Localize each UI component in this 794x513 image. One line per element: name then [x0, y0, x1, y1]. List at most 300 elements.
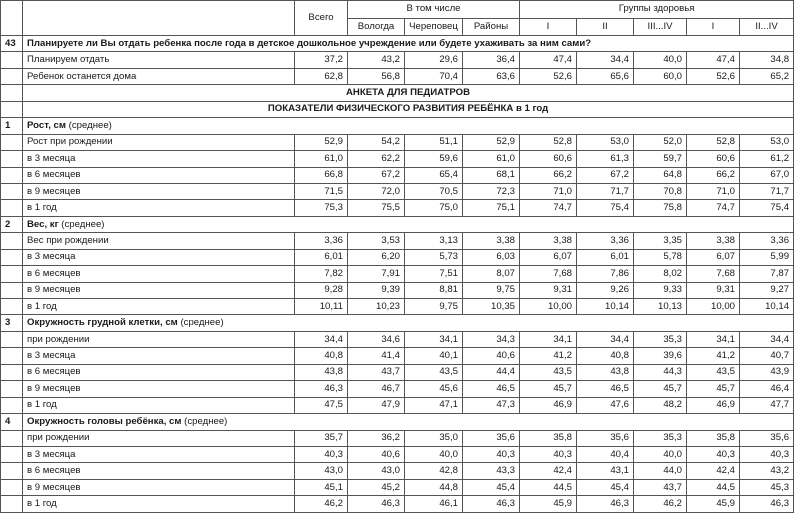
- value-cell: 34,4: [295, 331, 348, 347]
- value-cell: 47,3: [463, 397, 520, 413]
- value-cell: 75,8: [634, 200, 687, 216]
- value-cell: 40,3: [463, 446, 520, 462]
- value-cell: 52,8: [520, 134, 577, 150]
- header-cherepovets: Череповец: [405, 18, 463, 36]
- value-cell: 74,7: [687, 200, 740, 216]
- value-cell: 43,2: [348, 52, 405, 68]
- value-cell: 10,14: [577, 299, 634, 315]
- value-cell: 3,36: [295, 233, 348, 249]
- value-cell: 43,0: [295, 463, 348, 479]
- value-cell: 40,8: [295, 348, 348, 364]
- row-number-cell: [1, 52, 23, 68]
- value-cell: 29,6: [405, 52, 463, 68]
- value-cell: 9,31: [520, 282, 577, 298]
- value-cell: 3,36: [740, 233, 794, 249]
- value-cell: 59,7: [634, 151, 687, 167]
- value-cell: 7,87: [740, 266, 794, 282]
- row-number-cell: [1, 134, 23, 150]
- value-cell: 42,4: [687, 463, 740, 479]
- value-cell: 8,81: [405, 282, 463, 298]
- value-cell: 52,6: [520, 68, 577, 84]
- row-number-cell: [1, 151, 23, 167]
- value-cell: 62,8: [295, 68, 348, 84]
- value-cell: 52,8: [687, 134, 740, 150]
- section-title-cell: [23, 216, 794, 232]
- value-cell: 71,7: [740, 183, 794, 199]
- value-cell: 66,8: [295, 167, 348, 183]
- value-cell: 40,3: [295, 446, 348, 462]
- value-cell: 10,00: [520, 299, 577, 315]
- value-cell: 56,8: [348, 68, 405, 84]
- value-cell: 42,8: [405, 463, 463, 479]
- value-cell: 40,8: [577, 348, 634, 364]
- value-cell: 5,78: [634, 249, 687, 265]
- value-cell: 46,1: [405, 496, 463, 512]
- value-cell: 35,3: [634, 331, 687, 347]
- value-cell: 46,9: [687, 397, 740, 413]
- value-cell: 7,82: [295, 266, 348, 282]
- value-cell: 9,31: [687, 282, 740, 298]
- value-cell: 6,03: [463, 249, 520, 265]
- row-label: Вес при рождении: [23, 233, 295, 249]
- value-cell: 41,2: [520, 348, 577, 364]
- value-cell: 61,0: [295, 151, 348, 167]
- table-row: [1, 446, 794, 462]
- row-label: в 3 месяца: [23, 348, 295, 364]
- value-cell: 40,6: [463, 348, 520, 364]
- header-including: В том числе: [348, 1, 520, 19]
- value-cell: 40,4: [577, 446, 634, 462]
- value-cell: 60,0: [634, 68, 687, 84]
- table-row: [1, 266, 794, 282]
- header-health-groups: Группы здоровья: [520, 1, 794, 19]
- table-row: [1, 364, 794, 380]
- value-cell: 65,2: [740, 68, 794, 84]
- row-number-cell: [1, 381, 23, 397]
- value-cell: 47,1: [405, 397, 463, 413]
- table-row: [1, 68, 794, 84]
- value-cell: 59,6: [405, 151, 463, 167]
- value-cell: 72,0: [348, 183, 405, 199]
- value-cell: 34,1: [520, 331, 577, 347]
- value-cell: 44,8: [405, 479, 463, 495]
- value-cell: 7,51: [405, 266, 463, 282]
- table-row: [1, 397, 794, 413]
- value-cell: 52,9: [463, 134, 520, 150]
- value-cell: 40,3: [740, 446, 794, 462]
- section-title-cell: [23, 118, 794, 134]
- value-cell: 10,35: [463, 299, 520, 315]
- value-cell: 6,07: [520, 249, 577, 265]
- physical-development-banner: [1, 101, 794, 117]
- value-cell: 34,1: [405, 331, 463, 347]
- value-cell: 3,38: [520, 233, 577, 249]
- value-cell: 60,6: [520, 151, 577, 167]
- section-title-cell: [23, 315, 794, 331]
- section-title: Рост, см: [27, 119, 66, 131]
- value-cell: 43,1: [577, 463, 634, 479]
- value-cell: 43,5: [520, 364, 577, 380]
- value-cell: 47,4: [520, 52, 577, 68]
- value-cell: 46,9: [520, 397, 577, 413]
- value-cell: 72,3: [463, 183, 520, 199]
- value-cell: 47,7: [740, 397, 794, 413]
- table-row: [1, 381, 794, 397]
- row-number-cell: [1, 348, 23, 364]
- value-cell: 46,5: [577, 381, 634, 397]
- value-cell: 44,5: [687, 479, 740, 495]
- value-cell: 75,4: [740, 200, 794, 216]
- value-cell: 40,0: [405, 446, 463, 462]
- table-body: [1, 36, 794, 513]
- value-cell: 47,6: [577, 397, 634, 413]
- row-number-cell: [1, 249, 23, 265]
- row-label: Рост при рождении: [23, 134, 295, 150]
- table-row: [1, 52, 794, 68]
- row-number-cell: [1, 479, 23, 495]
- row-label: в 9 месяцев: [23, 479, 295, 495]
- value-cell: 64,8: [634, 167, 687, 183]
- table-row: [1, 479, 794, 495]
- table-row: [1, 331, 794, 347]
- value-cell: 43,2: [740, 463, 794, 479]
- section-title: Окружность грудной клетки, см: [27, 317, 178, 329]
- value-cell: 61,3: [577, 151, 634, 167]
- table-row: [1, 282, 794, 298]
- value-cell: 51,1: [405, 134, 463, 150]
- value-cell: 7,91: [348, 266, 405, 282]
- value-cell: 53,0: [577, 134, 634, 150]
- value-cell: 46,4: [740, 381, 794, 397]
- value-cell: 52,6: [687, 68, 740, 84]
- value-cell: 8,07: [463, 266, 520, 282]
- value-cell: 34,3: [463, 331, 520, 347]
- question-43-row: [1, 36, 794, 52]
- banner-number-cell: [1, 85, 23, 101]
- value-cell: 45,3: [740, 479, 794, 495]
- value-cell: 35,0: [405, 430, 463, 446]
- value-cell: 7,68: [520, 266, 577, 282]
- pediatric-survey-banner: [1, 85, 794, 101]
- value-cell: 74,7: [520, 200, 577, 216]
- value-cell: 40,1: [405, 348, 463, 364]
- value-cell: 43,9: [740, 364, 794, 380]
- value-cell: 39,6: [634, 348, 687, 364]
- value-cell: 6,07: [687, 249, 740, 265]
- header-group-1: I: [520, 18, 577, 36]
- value-cell: 43,8: [295, 364, 348, 380]
- value-cell: 47,9: [348, 397, 405, 413]
- value-cell: 43,5: [405, 364, 463, 380]
- value-cell: 75,0: [405, 200, 463, 216]
- value-cell: 68,1: [463, 167, 520, 183]
- value-cell: 46,3: [740, 496, 794, 512]
- value-cell: 37,2: [295, 52, 348, 68]
- value-cell: 63,6: [463, 68, 520, 84]
- section-number: 3: [1, 315, 23, 331]
- table-row: [1, 249, 794, 265]
- value-cell: 70,8: [634, 183, 687, 199]
- value-cell: 52,0: [634, 134, 687, 150]
- value-cell: 67,2: [348, 167, 405, 183]
- row-number-cell: [1, 299, 23, 315]
- row-label: Ребенок останется дома: [23, 68, 295, 84]
- value-cell: 40,6: [348, 446, 405, 462]
- value-cell: 7,68: [687, 266, 740, 282]
- value-cell: 7,86: [577, 266, 634, 282]
- banner-number-cell: [1, 101, 23, 117]
- value-cell: 5,73: [405, 249, 463, 265]
- row-label: в 3 месяца: [23, 446, 295, 462]
- value-cell: 43,8: [577, 364, 634, 380]
- section-number: 4: [1, 414, 23, 430]
- value-cell: 66,2: [687, 167, 740, 183]
- row-label: в 6 месяцев: [23, 266, 295, 282]
- header-group-2: II: [577, 18, 634, 36]
- value-cell: 3,13: [405, 233, 463, 249]
- value-cell: 45,2: [348, 479, 405, 495]
- value-cell: 60,6: [687, 151, 740, 167]
- value-cell: 43,5: [687, 364, 740, 380]
- value-cell: 40,0: [634, 52, 687, 68]
- value-cell: 5,99: [740, 249, 794, 265]
- table-row: [1, 430, 794, 446]
- table-row: [1, 233, 794, 249]
- section-header-row: [1, 216, 794, 232]
- table-row: [1, 496, 794, 512]
- value-cell: 61,0: [463, 151, 520, 167]
- header-vologda: Вологда: [348, 18, 405, 36]
- header-number-cell: [1, 1, 23, 36]
- value-cell: 10,00: [687, 299, 740, 315]
- value-cell: 9,39: [348, 282, 405, 298]
- row-number-cell: [1, 282, 23, 298]
- value-cell: 3,35: [634, 233, 687, 249]
- value-cell: 36,4: [463, 52, 520, 68]
- value-cell: 10,14: [740, 299, 794, 315]
- row-number-cell: [1, 463, 23, 479]
- table-row: [1, 463, 794, 479]
- section-title: Окружность головы ребёнка, см: [27, 415, 182, 427]
- section-title: Планируете ли Вы отдать ребенка после года в детское дошкольное учреждение или будете ухаживать за ним сами?: [27, 37, 592, 49]
- value-cell: 65,4: [405, 167, 463, 183]
- row-label: в 6 месяцев: [23, 167, 295, 183]
- section-unit: (среднее): [181, 415, 228, 427]
- value-cell: 70,5: [405, 183, 463, 199]
- value-cell: 9,27: [740, 282, 794, 298]
- value-cell: 9,75: [405, 299, 463, 315]
- row-number-cell: [1, 430, 23, 446]
- row-number-cell: [1, 183, 23, 199]
- value-cell: 6,20: [348, 249, 405, 265]
- row-number-cell: [1, 233, 23, 249]
- value-cell: 45,7: [687, 381, 740, 397]
- value-cell: 8,02: [634, 266, 687, 282]
- value-cell: 62,2: [348, 151, 405, 167]
- header-districts: Районы: [463, 18, 520, 36]
- table-row: [1, 348, 794, 364]
- value-cell: 53,0: [740, 134, 794, 150]
- value-cell: 44,3: [634, 364, 687, 380]
- value-cell: 61,2: [740, 151, 794, 167]
- section-unit: (среднее): [177, 317, 224, 329]
- table-row: [1, 183, 794, 199]
- section-header-row: [1, 414, 794, 430]
- row-number-cell: [1, 68, 23, 84]
- value-cell: 40,0: [634, 446, 687, 462]
- value-cell: 67,2: [577, 167, 634, 183]
- value-cell: 71,0: [520, 183, 577, 199]
- header-all: Всего: [295, 1, 348, 36]
- value-cell: 10,11: [295, 299, 348, 315]
- section-title: Вес, кг: [27, 218, 59, 230]
- value-cell: 9,33: [634, 282, 687, 298]
- value-cell: 35,8: [520, 430, 577, 446]
- value-cell: 43,7: [348, 364, 405, 380]
- value-cell: 75,5: [348, 200, 405, 216]
- value-cell: 45,9: [687, 496, 740, 512]
- header-group-4: I: [687, 18, 740, 36]
- value-cell: 34,4: [577, 331, 634, 347]
- header-question-cell: [23, 1, 295, 36]
- row-number-cell: [1, 496, 23, 512]
- value-cell: 48,2: [634, 397, 687, 413]
- value-cell: 54,2: [348, 134, 405, 150]
- value-cell: 46,3: [577, 496, 634, 512]
- row-number-cell: [1, 397, 23, 413]
- value-cell: 71,7: [577, 183, 634, 199]
- value-cell: 45,4: [577, 479, 634, 495]
- value-cell: 46,3: [348, 496, 405, 512]
- value-cell: 47,5: [295, 397, 348, 413]
- section-header-row: [1, 315, 794, 331]
- value-cell: 3,53: [348, 233, 405, 249]
- row-label: в 3 месяца: [23, 249, 295, 265]
- section-number: 1: [1, 118, 23, 134]
- section-unit: (среднее): [65, 119, 112, 131]
- row-label: в 3 месяца: [23, 151, 295, 167]
- value-cell: 71,5: [295, 183, 348, 199]
- value-cell: 46,3: [295, 381, 348, 397]
- section-header-row: [1, 118, 794, 134]
- pediatric-survey-banner-text: АНКЕТА ДЛЯ ПЕДИАТРОВ: [23, 85, 794, 101]
- value-cell: 34,8: [740, 52, 794, 68]
- value-cell: 65,6: [577, 68, 634, 84]
- table-row: [1, 299, 794, 315]
- value-cell: 34,1: [687, 331, 740, 347]
- value-cell: 6,01: [295, 249, 348, 265]
- value-cell: 45,7: [634, 381, 687, 397]
- value-cell: 36,2: [348, 430, 405, 446]
- row-number-cell: [1, 200, 23, 216]
- row-label: в 1 год: [23, 397, 295, 413]
- value-cell: 45,4: [463, 479, 520, 495]
- table-row: [1, 151, 794, 167]
- table-header: [1, 1, 794, 36]
- row-number-cell: [1, 266, 23, 282]
- row-number-cell: [1, 167, 23, 183]
- value-cell: 3,36: [577, 233, 634, 249]
- value-cell: 44,0: [634, 463, 687, 479]
- section-title-cell: [23, 36, 794, 52]
- value-cell: 46,5: [463, 381, 520, 397]
- value-cell: 40,3: [520, 446, 577, 462]
- value-cell: 45,7: [520, 381, 577, 397]
- value-cell: 71,0: [687, 183, 740, 199]
- table-row: [1, 200, 794, 216]
- value-cell: 75,3: [295, 200, 348, 216]
- value-cell: 3,38: [463, 233, 520, 249]
- value-cell: 3,38: [687, 233, 740, 249]
- value-cell: 40,3: [687, 446, 740, 462]
- table-row: [1, 134, 794, 150]
- value-cell: 46,2: [295, 496, 348, 512]
- row-label: в 9 месяцев: [23, 381, 295, 397]
- row-label: в 9 месяцев: [23, 183, 295, 199]
- row-label: при рождении: [23, 331, 295, 347]
- value-cell: 35,6: [463, 430, 520, 446]
- value-cell: 46,2: [634, 496, 687, 512]
- row-label: в 6 месяцев: [23, 364, 295, 380]
- row-label: в 1 год: [23, 496, 295, 512]
- value-cell: 9,75: [463, 282, 520, 298]
- value-cell: 46,7: [348, 381, 405, 397]
- value-cell: 41,4: [348, 348, 405, 364]
- value-cell: 43,7: [634, 479, 687, 495]
- value-cell: 46,3: [463, 496, 520, 512]
- value-cell: 43,0: [348, 463, 405, 479]
- row-label: в 1 год: [23, 299, 295, 315]
- value-cell: 34,4: [577, 52, 634, 68]
- header-group-5: II...IV: [740, 18, 794, 36]
- value-cell: 47,4: [687, 52, 740, 68]
- value-cell: 10,13: [634, 299, 687, 315]
- table-row: [1, 167, 794, 183]
- section-title-cell: [23, 414, 794, 430]
- value-cell: 10,23: [348, 299, 405, 315]
- value-cell: 35,6: [577, 430, 634, 446]
- value-cell: 34,4: [740, 331, 794, 347]
- row-label: в 6 месяцев: [23, 463, 295, 479]
- header-group-3: III...IV: [634, 18, 687, 36]
- value-cell: 75,1: [463, 200, 520, 216]
- value-cell: 44,4: [463, 364, 520, 380]
- physical-development-banner-text: ПОКАЗАТЕЛИ ФИЗИЧЕСКОГО РАЗВИТИЯ РЕБЁНКА в 1 год: [23, 101, 794, 117]
- value-cell: 6,01: [577, 249, 634, 265]
- row-label: в 9 месяцев: [23, 282, 295, 298]
- value-cell: 35,8: [687, 430, 740, 446]
- value-cell: 70,4: [405, 68, 463, 84]
- value-cell: 34,6: [348, 331, 405, 347]
- value-cell: 35,6: [740, 430, 794, 446]
- value-cell: 9,28: [295, 282, 348, 298]
- value-cell: 35,3: [634, 430, 687, 446]
- value-cell: 45,1: [295, 479, 348, 495]
- value-cell: 52,9: [295, 134, 348, 150]
- value-cell: 40,7: [740, 348, 794, 364]
- section-unit: (среднее): [58, 218, 105, 230]
- value-cell: 41,2: [687, 348, 740, 364]
- row-label: Планируем отдать: [23, 52, 295, 68]
- row-label: в 1 год: [23, 200, 295, 216]
- value-cell: 9,26: [577, 282, 634, 298]
- value-cell: 35,7: [295, 430, 348, 446]
- value-cell: 75,4: [577, 200, 634, 216]
- value-cell: 45,6: [405, 381, 463, 397]
- value-cell: 43,3: [463, 463, 520, 479]
- section-number: 43: [1, 36, 23, 52]
- value-cell: 67,0: [740, 167, 794, 183]
